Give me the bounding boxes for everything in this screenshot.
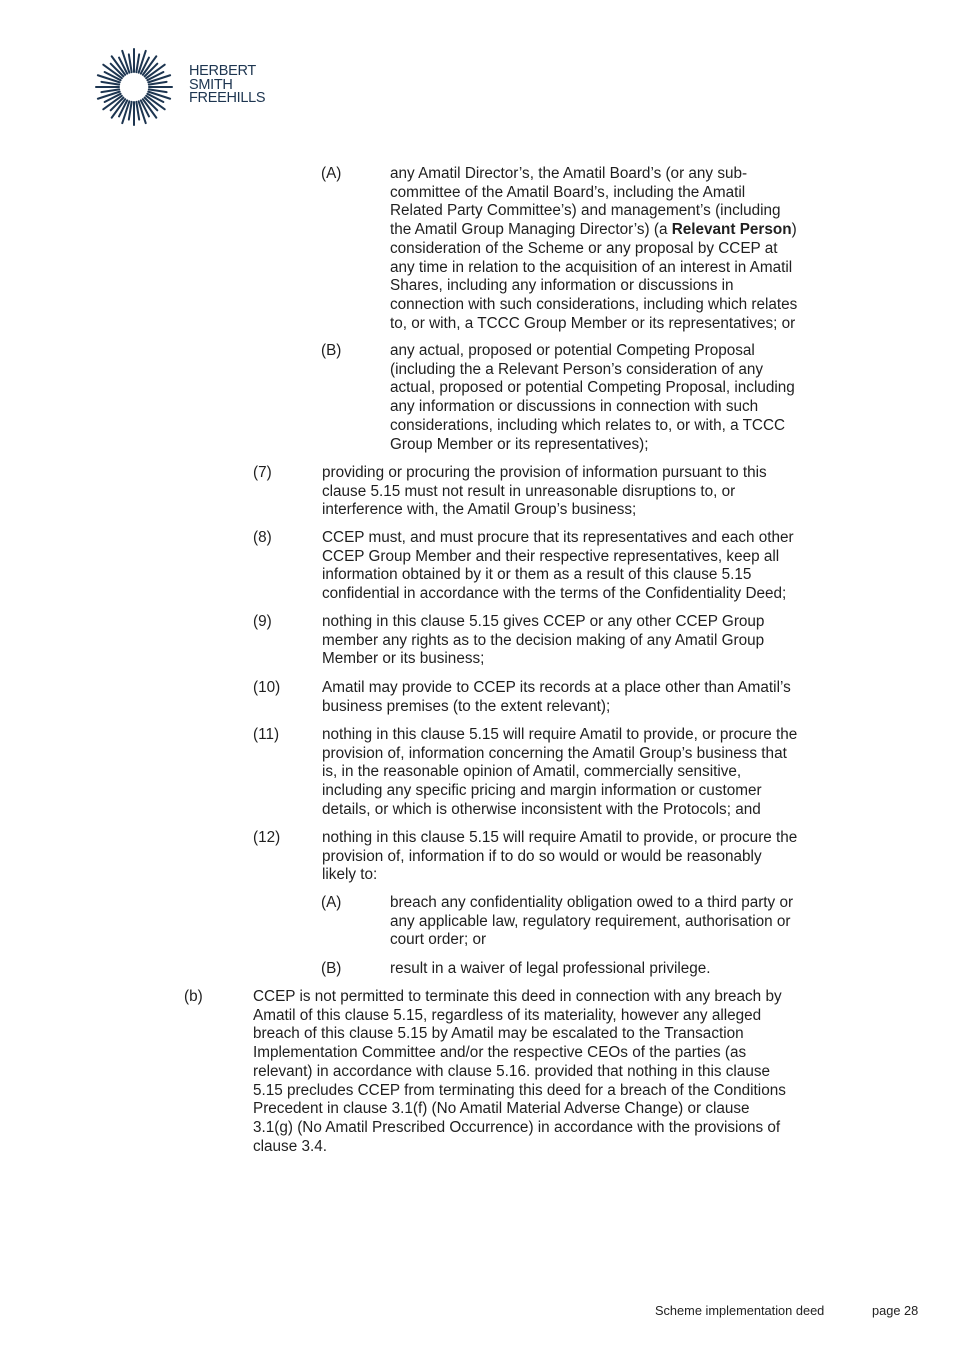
clause-label: (12) — [253, 829, 281, 846]
text-run: ) — [791, 221, 797, 239]
text-line: 3.1(g) (No Amatil Prescribed Occurrence) in accordance with the provisions of — [253, 1118, 781, 1136]
text-line: providing or procuring the provision of information pursuant to this — [322, 464, 767, 481]
text-line: business premises (to the extent relevant); — [322, 697, 611, 715]
text-line: likely to: — [322, 866, 378, 884]
text-line: interference with, the Amatil Group’s business; — [322, 501, 637, 519]
text-line: CCEP is not permitted to terminate this deed in connection with any breach by — [253, 988, 782, 1005]
text-line: including any specific pricing and margin information or customer — [322, 782, 762, 800]
clause-text — [390, 342, 795, 454]
clause-label: (A) — [321, 165, 342, 182]
text-line: clause 3.4. — [253, 1137, 327, 1155]
clause-text — [322, 464, 767, 520]
clause-text — [322, 613, 764, 669]
text-run: the Amatil Group Managing Director’s) (a — [390, 221, 672, 239]
clause-text — [322, 529, 794, 604]
text-line: relevant) in accordance with clause 5.16. provided that nothing in this clause — [253, 1062, 771, 1080]
text-line: clause 5.15 must not result in unreasonable disruptions to, or — [322, 482, 736, 500]
clause-label: (7) — [253, 464, 272, 481]
text-line: any information or discussions in connection with such — [390, 398, 759, 416]
clause-label: (B) — [321, 342, 342, 359]
sunburst-logo-icon — [95, 46, 177, 128]
firm-name — [189, 65, 265, 106]
clause-label: (10) — [253, 679, 281, 696]
text-line: consideration of the Scheme or any proposal by CCEP at — [390, 239, 778, 257]
firm-logo — [95, 46, 275, 126]
text-line: Amatil of this clause 5.15, regardless of its materiality, however any alleged — [253, 1006, 762, 1024]
text-line: considerations, including which relates to, or with, a TCCC — [390, 416, 786, 434]
text-line: provision of, information if to do so would or would be reasonably — [322, 847, 762, 865]
clause-label: (A) — [321, 894, 342, 911]
clause-label: (8) — [253, 529, 272, 546]
clause-text — [253, 988, 786, 1156]
text-line: Related Party Committee’s) and management’s (including — [390, 202, 781, 220]
text-line: nothing in this clause 5.15 will require Amatil to provide, or procure the — [322, 829, 798, 846]
text-line: Member or its business; — [322, 650, 485, 668]
clause-label: (b) — [184, 988, 203, 1005]
clause-label: (9) — [253, 613, 272, 630]
text-line: Implementation Committee and/or the respective CEOs of the parties (as — [253, 1044, 747, 1062]
footer-document-title: Scheme implementation deed — [655, 1303, 825, 1318]
clause-text — [322, 679, 791, 716]
defined-term: Relevant Person — [671, 221, 792, 239]
text-line: Shares, including any information or discussions in — [390, 277, 734, 295]
clause-text — [390, 894, 793, 950]
text-line: Group Member or its representatives); — [390, 435, 649, 453]
text-line: connection with such considerations, including which relates — [390, 295, 798, 313]
text-line: actual, proposed or potential Competing Proposal, including — [390, 379, 795, 397]
text-line: is, in the reasonable opinion of Amatil, commercially sensitive, — [322, 763, 742, 781]
clause-text — [322, 829, 797, 885]
text-line: any time in relation to the acquisition of an interest in Amatil — [390, 258, 793, 276]
text-line: any applicable law, regulatory requirement, authorisation or — [390, 912, 791, 930]
text-line: Amatil may provide to CCEP its records at a place other than Amatil’s — [322, 679, 791, 696]
text-line: CCEP Group Member and their respective representatives, keep all — [322, 547, 780, 565]
text-line: CCEP must, and must procure that its representatives and each other — [322, 529, 794, 546]
text-line: provision of, information concerning the Amatil Group’s business that — [322, 744, 787, 762]
clause-text — [390, 960, 711, 979]
text-line: result in a waiver of legal professional privilege. — [390, 960, 711, 977]
text-line: details, or which is otherwise inconsistent with the Protocols; and — [322, 800, 761, 818]
text-line: breach of this clause 5.15 by Amatil may be escalated to the Transaction — [253, 1025, 744, 1043]
text-line: nothing in this clause 5.15 will require Amatil to provide, or procure the — [322, 726, 798, 743]
text-line: court order; or — [390, 931, 487, 949]
clause-text — [322, 726, 797, 820]
text-line — [390, 221, 797, 240]
text-line: any actual, proposed or potential Competing Proposal — [390, 342, 755, 359]
text-line: committee of the Amatil Board’s, including the Amatil — [390, 183, 746, 201]
firm-name-line-3: FREEHILLS — [189, 90, 266, 106]
text-line: information obtained by it or them as a result of this clause 5.15 — [322, 566, 752, 584]
footer-page-number: page 28 — [872, 1303, 919, 1318]
text-line: nothing in this clause 5.15 gives CCEP or any other CCEP Group — [322, 613, 765, 630]
text-line: Precedent in clause 3.1(f) (No Amatil Material Adverse Change) or clause — [253, 1100, 750, 1118]
text-line: (including the a Relevant Person’s consideration of any — [390, 360, 764, 378]
text-line: confidential in accordance with the terms of the Confidentiality Deed; — [322, 585, 787, 603]
text-line: breach any confidentiality obligation owed to a third party or — [390, 894, 794, 911]
text-line: 5.15 precludes CCEP from terminating this deed for a breach of the Conditions — [253, 1081, 786, 1099]
text-line: member any rights as to the decision making of any Amatil Group — [322, 631, 765, 649]
clause-text — [390, 165, 797, 333]
text-line: any Amatil Director’s, the Amatil Board’s (or any sub- — [390, 165, 748, 182]
clause-label: (11) — [253, 726, 280, 743]
firm-name-line-1: HERBERT — [189, 63, 256, 79]
firm-name-line-2: SMITH — [189, 76, 233, 93]
clause-label: (B) — [321, 960, 342, 977]
text-line: to, or with, a TCCC Group Member or its representatives; or — [390, 314, 796, 332]
